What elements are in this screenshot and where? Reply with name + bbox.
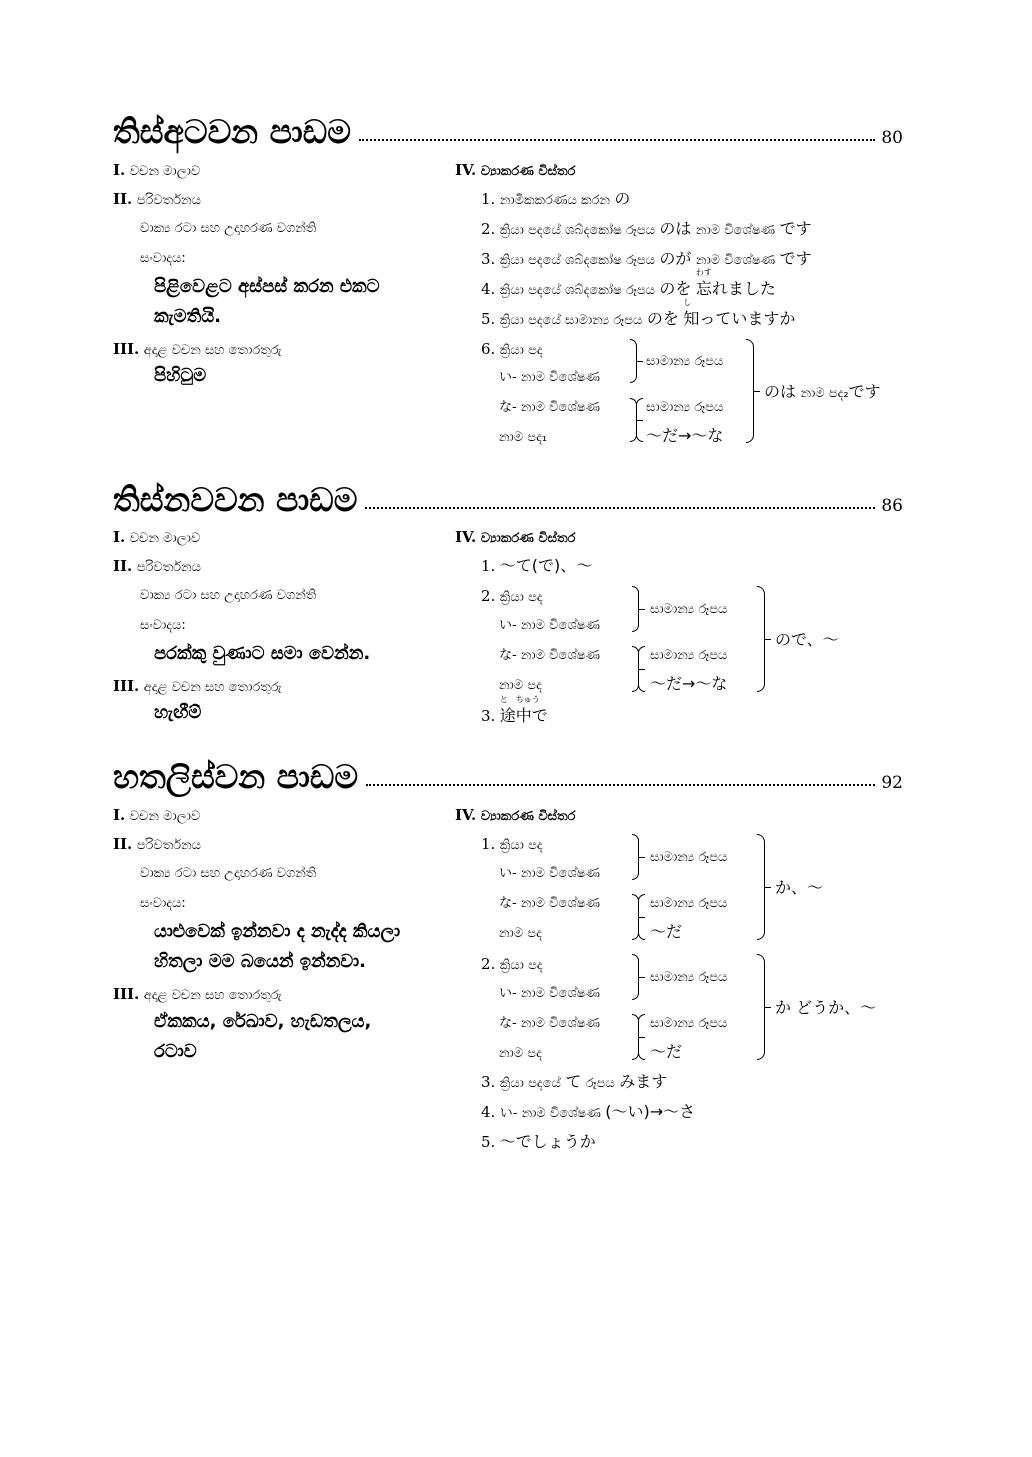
conjugation-row: නාම පද₁ [499, 430, 548, 445]
vocab-heading: I. වචන මාලාව [113, 161, 201, 179]
lesson-title: හතලිස්වන පාඩම [113, 757, 359, 796]
plain-form: සාමාන්‍ය රූපය [650, 850, 728, 865]
conjugation-row: 6. ක්‍රියා පද [481, 340, 543, 358]
dot-leader [365, 507, 875, 509]
brace [632, 834, 639, 880]
brace-tip [639, 857, 645, 858]
grammar-item: 1. ～て(で)、～ [481, 556, 593, 575]
related-line: හැඟීම් [154, 702, 202, 723]
brace-tip [765, 1007, 771, 1008]
da-to-na: ～だ→～な [646, 426, 724, 445]
dot-leader [366, 784, 875, 786]
dialogue-line: කැමතියි. [154, 306, 221, 327]
plain-form: සාමාන්‍ය රූපය [646, 400, 724, 415]
conjugation-row: な- නාම විශේෂණ [499, 400, 601, 415]
conjugation-row: い- නාම විශේෂණ [499, 866, 601, 881]
dialogue-label: සංවාදය: [140, 618, 186, 633]
brace [632, 954, 639, 1000]
brace [632, 586, 639, 632]
conjugation-row: な- නාම විශේෂණ [499, 1016, 601, 1031]
brace-tip [639, 977, 645, 978]
plain-form: සාමාන්‍ය රූපය [650, 602, 728, 617]
plain-form: සාමාන්‍ය රූපය [650, 1016, 728, 1031]
conjugation-row: い- නාම විශේෂණ [499, 370, 601, 385]
conjugation-row: 2. ක්‍රියා පද [481, 587, 543, 605]
grammar-item: 3. ක්‍රියා පදයේ ශබ්දකෝෂ රූපය のが නාම විශේෂණ です [481, 249, 812, 268]
dialogue-line: පිළිවෙළට අස්පස් කරන එකට [154, 276, 380, 297]
conjugation-row: い- නාම විශේෂණ [499, 986, 601, 1001]
sentence-patterns: වාක්‍ය රටා සහ උදාහරණ වගන්ති [140, 588, 317, 603]
related-line: ඒකකය, රේඛාව, හැඩතලය, [154, 1011, 372, 1032]
page-number: 86 [881, 496, 903, 516]
grammar-item: 3. と 途 ちゅう 中で [481, 695, 548, 725]
grammar-item: 3. ක්‍රියා පදයේ て රූපය みます [481, 1072, 668, 1091]
grammar-item: 4. い- නාම විශේෂණ (～い)→～さ [481, 1102, 696, 1121]
plain-form: සාමාන්‍ය රූපය [646, 354, 724, 369]
grammar-heading: IV. ව්‍යාකරණ විස්තර [455, 806, 576, 824]
conjugation-row: 2. ක්‍රියා පද [481, 955, 543, 973]
plain-form: සාමාන්‍ය රූපය [650, 970, 728, 985]
grammar-heading: IV. ව්‍යාකරණ විස්තර [455, 528, 576, 546]
grammar-item: 2. ක්‍රියා පදයේ ශබ්දකෝෂ රූපය のは නාම විශේෂණ です [481, 219, 812, 238]
sentence-patterns: වාක්‍ය රටා සහ උදාහරණ වගන්ති [140, 866, 317, 881]
vocab-heading: I. වචන මාලාව [113, 806, 201, 824]
brace [638, 646, 645, 692]
conjugation-row: な- නාම විශේෂණ [499, 896, 601, 911]
sentence-patterns: වාක්‍ය රටා සහ උදාහරණ වගන්ති [140, 221, 317, 236]
page-number: 92 [881, 773, 903, 793]
lesson-title: තිස්අටවන පාඩම [113, 112, 351, 151]
grammar-item: 1. නාමිකකරණය කරන の [481, 189, 631, 208]
conjugation-result: ので、～ [775, 630, 839, 649]
conjugation-result: か、～ [775, 878, 824, 897]
conjugation-row: い- නාම විශේෂණ [499, 618, 601, 633]
dialogue-label: සංවාදය: [140, 896, 186, 911]
page-number: 80 [881, 128, 903, 148]
dialogue-line: හිතලා මම බයෙන් ඉන්නවා. [154, 951, 367, 972]
grammar-heading: IV. ව්‍යාකරණ විස්තර [455, 161, 576, 179]
dialogue-line: පරක්කු වුණාට සමා වෙන්න. [154, 643, 371, 664]
conjugation-row: නාම පද [499, 678, 542, 693]
brace [757, 586, 765, 692]
lesson-title: තිස්නවවන පාඩම [113, 480, 358, 519]
brace [630, 339, 637, 383]
brace-tip [765, 639, 771, 640]
grammar-item: 5. ～でしょうか [481, 1132, 596, 1151]
vocab-heading: I. වචන මාලාව [113, 528, 201, 546]
conjugation-row: な- නාම විශේෂණ [499, 648, 601, 663]
da-to-na: ～だ→～な [650, 674, 728, 693]
brace-tip [637, 361, 643, 362]
da-form: ～だ [650, 1042, 683, 1061]
lesson-header-40 [113, 757, 903, 797]
grammar-item: 5. ක්‍රියා පදයේ සාමාන්‍ය රූපය のを し 知っていますか [481, 298, 796, 328]
conjugation-row: 1. ක්‍රියා පද [481, 835, 543, 853]
dialogue-label: සංවාදය: [140, 251, 186, 266]
brace [746, 339, 754, 443]
related-heading: III. අදාළ වචන සහ තොරතුරු [113, 677, 282, 695]
translation-heading: II. පරිවර්තනය [113, 557, 202, 575]
lesson-header-38 [113, 112, 903, 152]
brace [638, 894, 645, 940]
translation-heading: II. පරිවර්තනය [113, 835, 202, 853]
brace [757, 954, 765, 1060]
brace [636, 398, 643, 442]
related-line: පිහිටුම [154, 365, 207, 386]
related-heading: III. අදාළ වචන සහ තොරතුරු [113, 985, 282, 1003]
dot-leader [359, 139, 875, 141]
plain-form: සාමාන්‍ය රූපය [650, 896, 728, 911]
brace [757, 834, 765, 940]
da-form: ～だ [650, 922, 683, 941]
brace [638, 1014, 645, 1060]
conjugation-result: のは නාම පද₂です [764, 382, 881, 401]
brace-tip [639, 609, 645, 610]
dialogue-line: යාළුවෙක් ඉන්නවා ද නැද්ද කියලා [154, 921, 401, 942]
conjugation-row: නාම පද [499, 1046, 542, 1061]
translation-heading: II. පරිවර්තනය [113, 190, 202, 208]
conjugation-row: නාම පද [499, 926, 542, 941]
brace-tip [754, 391, 760, 392]
related-line: රටාව [154, 1041, 197, 1062]
plain-form: සාමාන්‍ය රූපය [650, 648, 728, 663]
grammar-item: 4. ක්‍රියා පදයේ ශබ්දකෝෂ රූපය のを わす 忘れました [481, 268, 776, 298]
brace-tip [765, 887, 771, 888]
related-heading: III. අදාළ වචන සහ තොරතුරු [113, 340, 282, 358]
lesson-header-39 [113, 480, 903, 520]
conjugation-result: か どうか、～ [775, 998, 877, 1017]
